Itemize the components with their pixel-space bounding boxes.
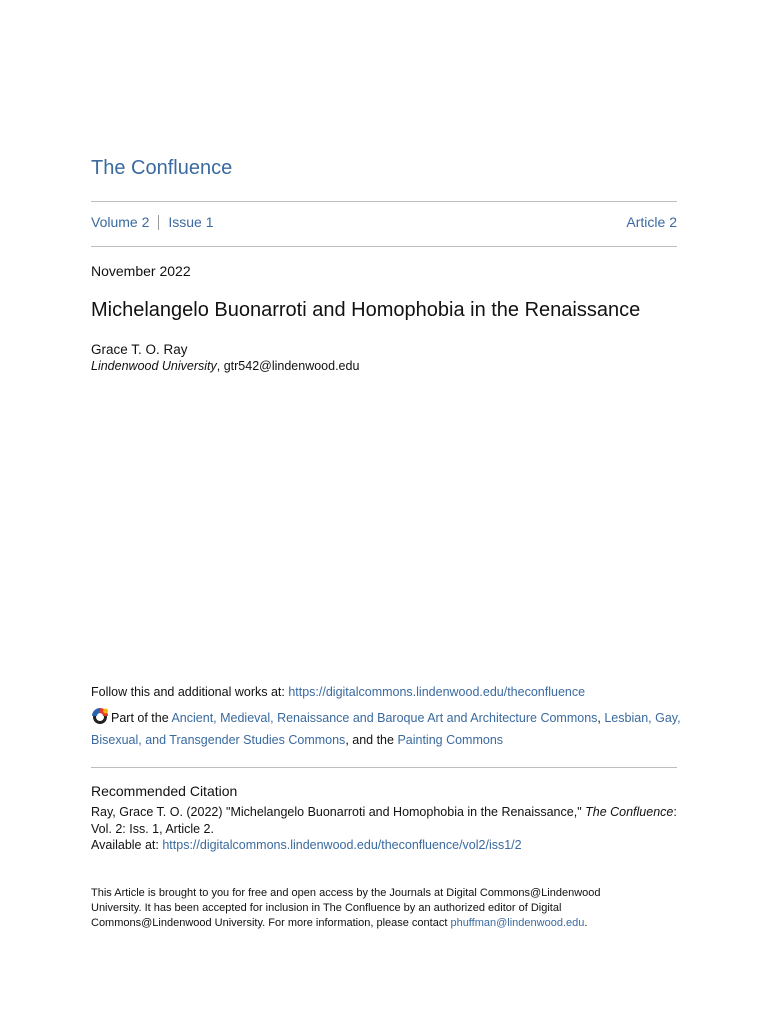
affiliation-name: Lindenwood University <box>91 359 217 373</box>
citation-part-2: : Vol. 2: Iss. 1, Article 2. <box>91 805 677 836</box>
citation-part-1: Ray, Grace T. O. (2022) "Michelangelo Buonarroti and Homophobia in the Renaissance," <box>91 805 586 819</box>
contact-email-link[interactable]: phuffman@lindenwood.edu <box>450 917 585 929</box>
digital-commons-network-icon <box>91 707 109 725</box>
author-name: Grace T. O. Ray <box>91 342 188 357</box>
journal-title-link[interactable]: The Confluence <box>91 157 233 179</box>
available-label: Available at: <box>91 838 163 852</box>
available-url-link[interactable]: https://digitalcommons.lindenwood.edu/theconfluence/vol2/iss1/2 <box>162 838 522 852</box>
author-email: , gtr542@lindenwood.edu <box>216 359 360 373</box>
middle-divider <box>91 246 677 247</box>
commons-link-art[interactable]: Ancient, Medieval, Renaissance and Baroque Art and Architecture Commons <box>171 711 598 725</box>
citation-divider <box>91 767 677 768</box>
follow-url-link[interactable]: https://digitalcommons.lindenwood.edu/theconfluence <box>288 685 586 699</box>
commons-separator-1: , <box>597 711 605 725</box>
author-affiliation <box>91 359 359 373</box>
footer-end: . <box>584 917 588 929</box>
volume-link[interactable]: Volume 2 <box>91 214 150 230</box>
commons-separator-2: , and the <box>345 733 398 747</box>
commons-link-lgbt[interactable]: Lesbian, Gay, Bisexual, and Transgender Studies Commons <box>91 711 681 747</box>
article-link[interactable]: Article 2 <box>626 214 677 230</box>
issue-link[interactable]: Issue 1 <box>168 214 214 230</box>
publication-date: November 2022 <box>91 263 191 279</box>
part-of-label: Part of the <box>111 711 172 725</box>
access-footer <box>91 886 651 931</box>
footer-text: This Article is brought to you for free and open access by the Journals at Digital Commons@Lindenwood University. It has been accepted for inclusion in The Confluence by an authorized editor of Digital Commons@Lindenwood University. For more information, please contact <box>91 887 601 929</box>
separator <box>158 215 159 230</box>
follow-label: Follow this and additional works at: <box>91 685 289 699</box>
part-of-section <box>91 707 681 751</box>
citation-journal: The Confluence <box>585 805 674 819</box>
available-at-line <box>91 838 522 852</box>
commons-link-painting[interactable]: Painting Commons <box>397 733 504 747</box>
citation-heading: Recommended Citation <box>91 783 238 799</box>
issue-navigation <box>91 214 677 230</box>
top-divider <box>91 201 677 202</box>
follow-line <box>91 685 691 699</box>
citation-text <box>91 804 681 838</box>
article-title: Michelangelo Buonarroti and Homophobia in the Renaissance <box>91 299 641 321</box>
journal-title[interactable] <box>91 157 232 180</box>
